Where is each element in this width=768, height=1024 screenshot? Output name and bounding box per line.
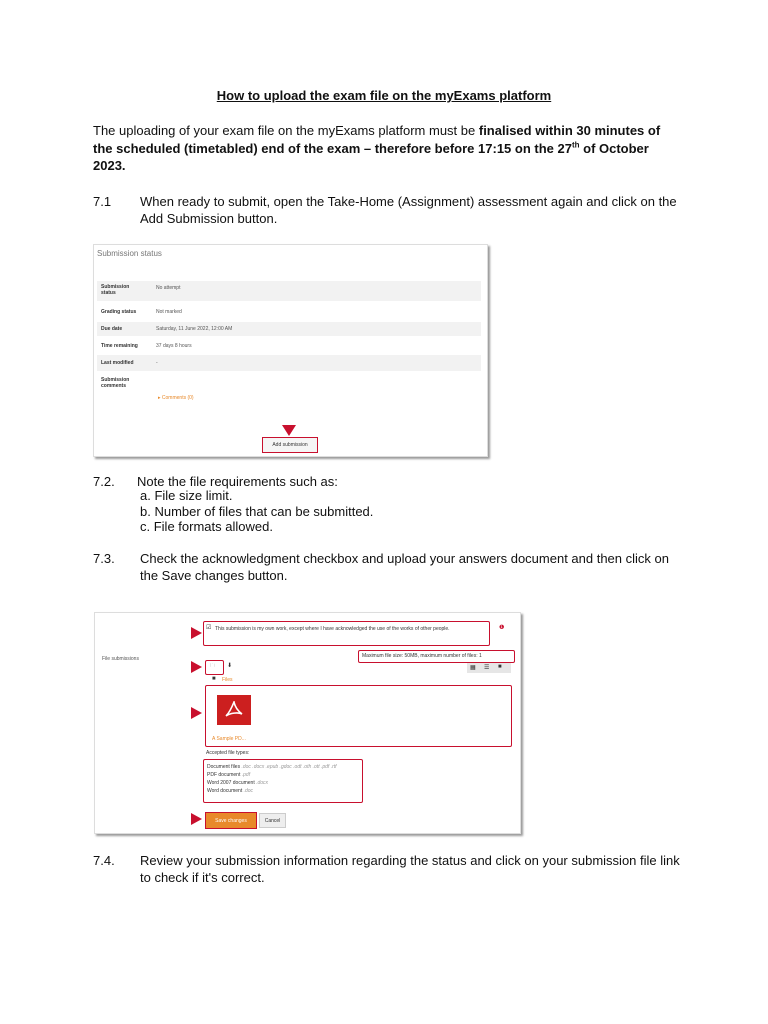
requirements-list xyxy=(140,488,373,535)
pointer-arrow-icon xyxy=(191,813,202,825)
file-submissions-label: File submissions xyxy=(102,656,139,662)
row-label: Due date xyxy=(101,326,123,332)
row-value: 37 days 8 hours xyxy=(156,343,192,349)
tree-view-icon[interactable]: ■ xyxy=(498,664,502,670)
step-text: Check the acknowledgment checkbox and upload your answers document and then click on the Save changes button. xyxy=(140,551,669,583)
folder-icon: 🗀 xyxy=(210,663,216,669)
row-label: Grading status xyxy=(101,309,137,315)
files-folder-label: Files xyxy=(222,677,233,683)
status-row xyxy=(97,375,481,393)
acrobat-icon xyxy=(224,701,244,719)
step-text: When ready to submit, open the Take-Home (Assignment) assessment again and click on the Add Submission button. xyxy=(140,194,677,226)
file-limits-text: Maximum file size: 50MB, maximum number of files: 1 xyxy=(362,653,482,659)
arrow-down-icon xyxy=(282,425,296,436)
pointer-arrow-icon xyxy=(191,627,202,639)
row-value: Not marked xyxy=(156,309,182,315)
acknowledgement-text: This submission is my own work, except where I have acknowledged the use of the works of other people. xyxy=(215,626,450,632)
download-icon[interactable]: ⬇ xyxy=(227,663,233,669)
comments-link[interactable]: ▸ Comments (0) xyxy=(158,395,194,401)
list-item: b. Number of files that can be submitted. xyxy=(140,503,374,519)
status-row xyxy=(97,305,481,319)
list-item: Document files .doc .docx .epub .gdoc .odt .oth .ott .pdf .rtf xyxy=(207,764,337,770)
grid-view-icon[interactable]: ▦ xyxy=(470,665,476,671)
comments-link-text: Comments (0) xyxy=(161,395,194,401)
status-row xyxy=(97,355,481,371)
accepted-types-header: Accepted file types: xyxy=(206,750,250,756)
folder-small-icon: ■ xyxy=(212,676,216,682)
step-text: Note the file requirements such as: xyxy=(137,474,338,489)
pdf-file-icon[interactable] xyxy=(217,695,251,725)
add-submission-button[interactable]: Add submission xyxy=(262,437,318,453)
intro-paragraph xyxy=(93,122,683,175)
view-toggle-group xyxy=(467,663,511,673)
page-title: How to upload the exam file on the myExams platform xyxy=(216,88,552,103)
list-item: PDF document .pdf xyxy=(207,772,251,778)
list-item: c. File formats allowed. xyxy=(140,519,273,534)
row-label: Time remaining xyxy=(101,343,138,349)
row-label: Submission status xyxy=(101,284,130,296)
status-row xyxy=(97,281,481,301)
row-label: Submission comments xyxy=(101,377,130,389)
cancel-button[interactable]: Cancel xyxy=(259,813,286,828)
row-value: No attempt xyxy=(156,285,181,291)
list-item: Word document .doc xyxy=(207,788,254,794)
save-changes-button[interactable]: Save changes xyxy=(205,812,257,829)
step-number: 7.4. xyxy=(93,853,115,868)
intro-deadline: finalised within 30 minutes of the scheduled (timetabled) end of the exam – therefore before 17:15 on the 27 xyxy=(93,123,661,156)
submission-status-header: Submission status xyxy=(97,249,162,258)
pointer-arrow-icon xyxy=(191,661,202,673)
step-number: 7.3. xyxy=(93,551,115,566)
uploaded-file-name[interactable]: A Sample PD... xyxy=(212,736,246,742)
accepted-types-list xyxy=(207,763,337,795)
required-icon: ❶ xyxy=(499,625,505,631)
intro-deadline-end: of October 2023. xyxy=(93,140,649,173)
file-submission-screenshot xyxy=(94,612,521,834)
step-number: 7.2. xyxy=(93,474,115,489)
acknowledgement-box xyxy=(203,621,490,646)
intro-text: The uploading of your exam file on the myExams platform must be xyxy=(93,123,479,138)
accepted-types-box xyxy=(203,759,363,803)
checkbox-checked-icon[interactable]: ☑ xyxy=(206,625,212,631)
list-view-icon[interactable]: ☰ xyxy=(484,665,490,671)
uploaded-files-area[interactable] xyxy=(205,685,512,747)
list-item: a. File size limit. xyxy=(140,488,233,503)
add-file-button[interactable] xyxy=(205,660,224,675)
pointer-arrow-icon xyxy=(191,707,202,719)
list-item: Word 2007 document .docx xyxy=(207,780,269,786)
status-row xyxy=(97,322,481,336)
step-number: 7.1 xyxy=(93,194,112,209)
file-limits-box xyxy=(358,650,515,663)
status-row xyxy=(97,339,481,353)
row-label: Last modified xyxy=(101,360,134,366)
row-value: Saturday, 11 June 2022, 12:00 AM xyxy=(156,326,233,332)
step-text: Review your submission information regarding the status and click on your submission file link to check if it's correct. xyxy=(140,853,680,885)
submission-status-screenshot xyxy=(93,244,488,457)
intro-superscript: th xyxy=(571,140,580,150)
row-value: - xyxy=(156,360,158,366)
